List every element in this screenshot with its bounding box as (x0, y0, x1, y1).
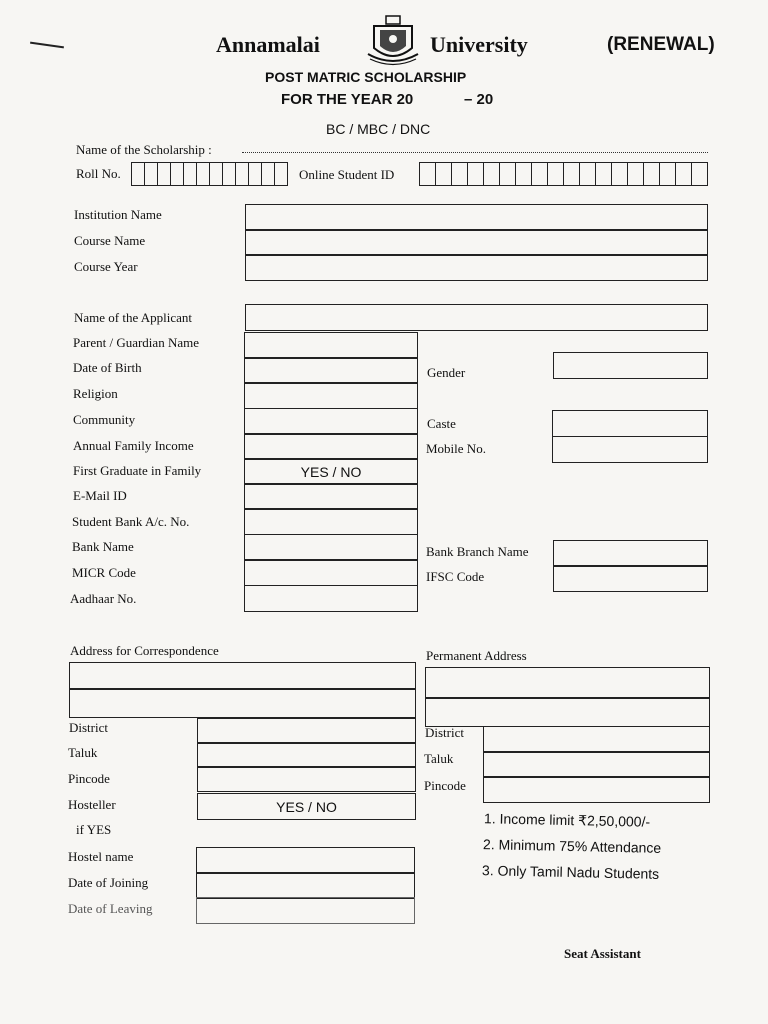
pincode-label: Pincode (68, 771, 110, 786)
bank-branch-field[interactable] (553, 540, 708, 567)
scheme-title: POST MATRIC SCHOLARSHIP (265, 69, 467, 85)
bank-branch-label: Bank Branch Name (426, 544, 529, 559)
note-1 (484, 810, 650, 830)
institution-name-field[interactable] (245, 204, 708, 231)
applicant-name-label: Name of the Applicant (74, 310, 193, 325)
roll-no-label: Roll No. (76, 166, 121, 181)
online-id-digit-cell[interactable] (596, 163, 612, 185)
online-student-id-field[interactable] (419, 162, 708, 186)
email-field[interactable] (244, 483, 418, 510)
note-2-text: Minimum 75% Attendance (498, 836, 662, 856)
online-id-digit-cell[interactable] (580, 163, 596, 185)
note-2 (483, 836, 662, 856)
roll-no-digit-cell[interactable] (145, 163, 158, 185)
course-year-label: Course Year (74, 259, 138, 274)
online-id-digit-cell[interactable] (644, 163, 660, 185)
hostel-name-label: Hostel name (68, 849, 134, 864)
bank-name-label: Bank Name (72, 539, 134, 554)
annual-income-label: Annual Family Income (73, 438, 194, 453)
online-id-digit-cell[interactable] (500, 163, 516, 185)
online-student-id-label: Online Student ID (299, 167, 395, 182)
address-correspondence-label: Address for Correspondence (70, 643, 219, 658)
religion-field[interactable] (244, 382, 418, 409)
religion-label: Religion (73, 386, 118, 401)
date-joining-label: Date of Joining (68, 875, 149, 890)
seat-assistant-label: Seat Assistant (564, 946, 641, 961)
online-id-digit-cell[interactable] (660, 163, 676, 185)
caste-field[interactable] (552, 410, 708, 437)
online-id-digit-cell[interactable] (484, 163, 500, 185)
guardian-name-label: Parent / Guardian Name (73, 335, 199, 350)
roll-no-digit-cell[interactable] (223, 163, 236, 185)
if-yes-label: if YES (76, 822, 112, 837)
roll-no-digit-cell[interactable] (210, 163, 223, 185)
roll-no-digit-cell[interactable] (132, 163, 145, 185)
date-joining-field[interactable] (196, 872, 415, 899)
online-id-digit-cell[interactable] (564, 163, 580, 185)
university-crest-icon (366, 14, 420, 66)
course-year-field[interactable] (245, 254, 708, 281)
university-name-left: Annamalai (216, 32, 320, 57)
permanent-district-field[interactable] (483, 726, 710, 753)
ifsc-label: IFSC Code (426, 569, 485, 584)
online-id-digit-cell[interactable] (516, 163, 532, 185)
address-correspondence-line-1[interactable] (69, 662, 416, 690)
year-suffix: – 20 (464, 91, 494, 108)
roll-no-digit-cell[interactable] (158, 163, 171, 185)
date-leaving-field[interactable] (196, 897, 415, 924)
category-line: BC / MBC / DNC (326, 121, 431, 137)
community-label: Community (73, 412, 136, 427)
roll-no-digit-cell[interactable] (184, 163, 197, 185)
note-3-text: Only Tamil Nadu Students (497, 862, 660, 882)
online-id-digit-cell[interactable] (628, 163, 644, 185)
taluk-field[interactable] (197, 742, 416, 768)
date-leaving-label: Date of Leaving (68, 901, 153, 916)
email-label: E-Mail ID (73, 488, 127, 503)
course-name-label: Course Name (74, 233, 146, 248)
online-id-digit-cell[interactable] (436, 163, 452, 185)
micr-label: MICR Code (72, 565, 136, 580)
first-graduate-field[interactable]: YES / NO (244, 458, 418, 485)
address-correspondence-line-2[interactable] (69, 688, 416, 718)
applicant-name-field[interactable] (245, 304, 708, 331)
gender-label: Gender (427, 365, 466, 380)
online-id-digit-cell[interactable] (420, 163, 436, 185)
micr-field[interactable] (244, 559, 418, 586)
taluk-label: Taluk (68, 745, 98, 760)
dob-label: Date of Birth (73, 360, 142, 375)
year-prefix: FOR THE YEAR 20 (281, 91, 414, 108)
online-id-digit-cell[interactable] (676, 163, 692, 185)
scholarship-name-field[interactable] (242, 152, 708, 153)
margin-mark (30, 42, 64, 49)
pincode-field[interactable] (197, 766, 416, 792)
mobile-label: Mobile No. (426, 441, 486, 456)
institution-name-label: Institution Name (74, 207, 162, 222)
permanent-taluk-label: Taluk (424, 751, 454, 766)
bank-account-label: Student Bank A/c. No. (72, 514, 190, 529)
first-graduate-label: First Graduate in Family (73, 463, 202, 478)
online-id-digit-cell[interactable] (452, 163, 468, 185)
annual-income-field[interactable] (244, 433, 418, 460)
note-3-number: 3. (481, 862, 494, 879)
mobile-field[interactable] (552, 436, 708, 463)
bank-account-field[interactable] (244, 508, 418, 535)
course-name-field[interactable] (245, 229, 708, 256)
online-id-digit-cell[interactable] (612, 163, 628, 185)
note-1-number: 1. (483, 810, 496, 827)
online-id-digit-cell[interactable] (548, 163, 564, 185)
permanent-address-line-2[interactable] (425, 697, 710, 727)
online-id-digit-cell[interactable] (532, 163, 548, 185)
dob-field[interactable] (244, 357, 418, 384)
roll-no-digit-cell[interactable] (171, 163, 184, 185)
note-3 (482, 862, 659, 882)
bank-name-field[interactable] (244, 534, 418, 561)
online-id-digit-cell[interactable] (468, 163, 484, 185)
permanent-address-line-1[interactable] (425, 667, 710, 699)
gender-field[interactable] (553, 352, 708, 379)
university-name-right: University (430, 32, 528, 57)
roll-no-digit-cell[interactable] (197, 163, 210, 185)
roll-no-digit-cell[interactable] (275, 163, 287, 185)
permanent-pincode-field[interactable] (483, 776, 710, 803)
permanent-taluk-field[interactable] (483, 751, 710, 778)
hostel-name-field[interactable] (196, 847, 415, 874)
district-label: District (69, 720, 108, 735)
permanent-district-label: District (425, 725, 464, 740)
guardian-name-field[interactable] (244, 332, 418, 359)
aadhaar-field[interactable] (244, 585, 418, 612)
permanent-address-label: Permanent Address (426, 648, 527, 663)
ifsc-field[interactable] (553, 565, 708, 592)
renewal-badge: (RENEWAL) (607, 34, 715, 55)
roll-no-field[interactable] (131, 162, 288, 186)
hosteller-field[interactable]: YES / NO (197, 793, 416, 820)
permanent-pincode-label: Pincode (424, 778, 466, 793)
roll-no-digit-cell[interactable] (236, 163, 249, 185)
aadhaar-label: Aadhaar No. (70, 591, 137, 606)
community-field[interactable] (244, 408, 418, 435)
note-1-text: Income limit ₹2,50,000/- (499, 810, 651, 830)
caste-label: Caste (427, 416, 456, 431)
district-field[interactable] (197, 718, 416, 744)
hosteller-label: Hosteller (68, 797, 116, 812)
roll-no-digit-cell[interactable] (262, 163, 275, 185)
roll-no-digit-cell[interactable] (249, 163, 262, 185)
online-id-digit-cell[interactable] (692, 163, 707, 185)
note-2-number: 2. (482, 836, 495, 853)
scholarship-name-label: Name of the Scholarship : (76, 142, 212, 157)
